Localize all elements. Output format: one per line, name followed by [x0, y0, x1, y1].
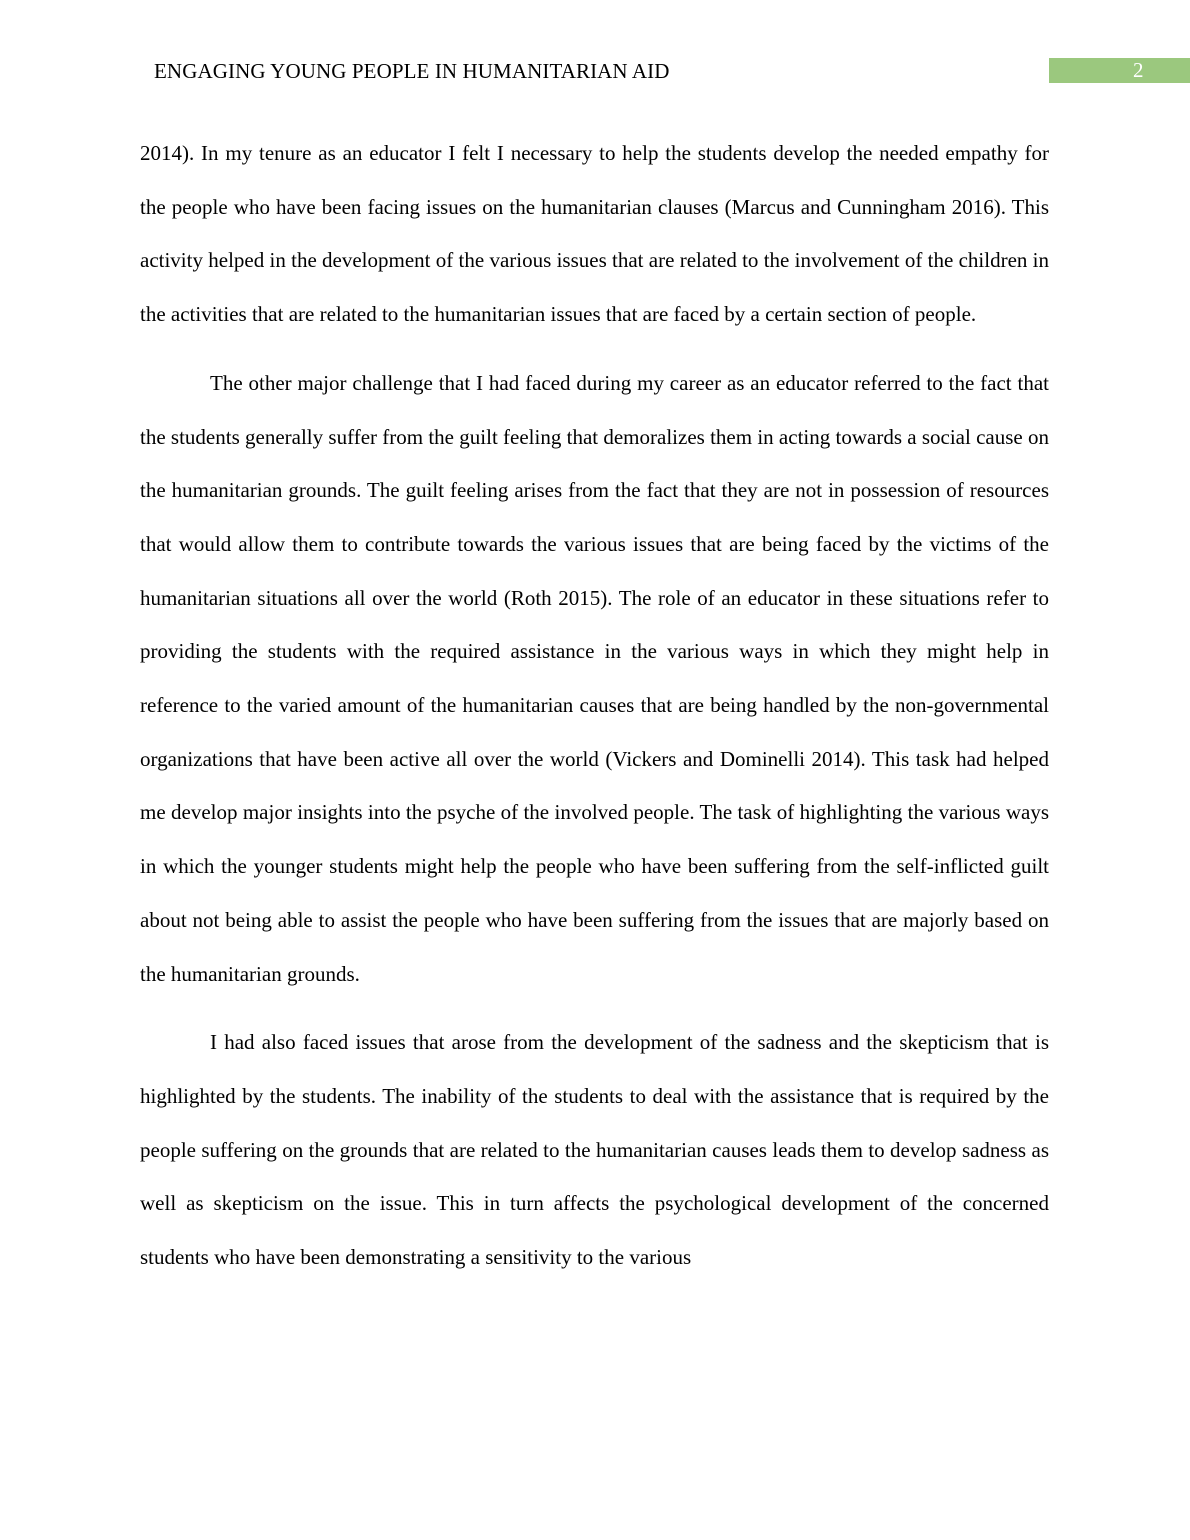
page-number-box — [1049, 58, 1190, 83]
body-text — [140, 127, 1049, 1300]
paragraph-2: The other major challenge that I had faced during my career as an educator referred to the fact that the students generally suffer from the guilt feeling that demoralizes them in acting towards a social cause on the humanitarian grounds. The guilt feeling arises from the fact that they are not in possession of resources that would allow them to contribute towards the various issues that are being faced by the victims of the humanitarian situations all over the world (Roth 2015). The role of an educator in these situations refer to providing the students with the required assistance in the various ways in which they might help in reference to the varied amount of the humanitarian causes that are being handled by the non-governmental organizations that have been active all over the world (Vickers and Dominelli 2014). This task had helped me develop major insights into the psyche of the involved people. The task of highlighting the various ways in which the younger students might help the people who have been suffering from the self-inflicted guilt about not being able to assist the people who have been suffering from the issues that are majorly based on the humanitarian grounds. — [140, 370, 1049, 986]
running-head: ENGAGING YOUNG PEOPLE IN HUMANITARIAN AID — [154, 59, 670, 83]
page-number: 2 — [1133, 58, 1144, 82]
paragraph-3: I had also faced issues that arose from the development of the sadness and the skepticism that is highlighted by the students. The inability of the students to deal with the assistance that is required by the people suffering on the grounds that are related to the humanitarian causes leads them to develop sadness as well as skepticism on the issue. This in turn affects the psychological development of the concerned students who have been demonstrating a sensitivity to the various — [140, 1030, 1049, 1270]
paragraph-1: 2014). In my tenure as an educator I felt I necessary to help the students develop the needed empathy for the people who have been facing issues on the humanitarian clauses (Marcus and Cunningham 2016). This activity helped in the development of the various issues that are related to the involvement of the children in the activities that are related to the humanitarian issues that are faced by a certain section of people. — [140, 141, 1049, 327]
